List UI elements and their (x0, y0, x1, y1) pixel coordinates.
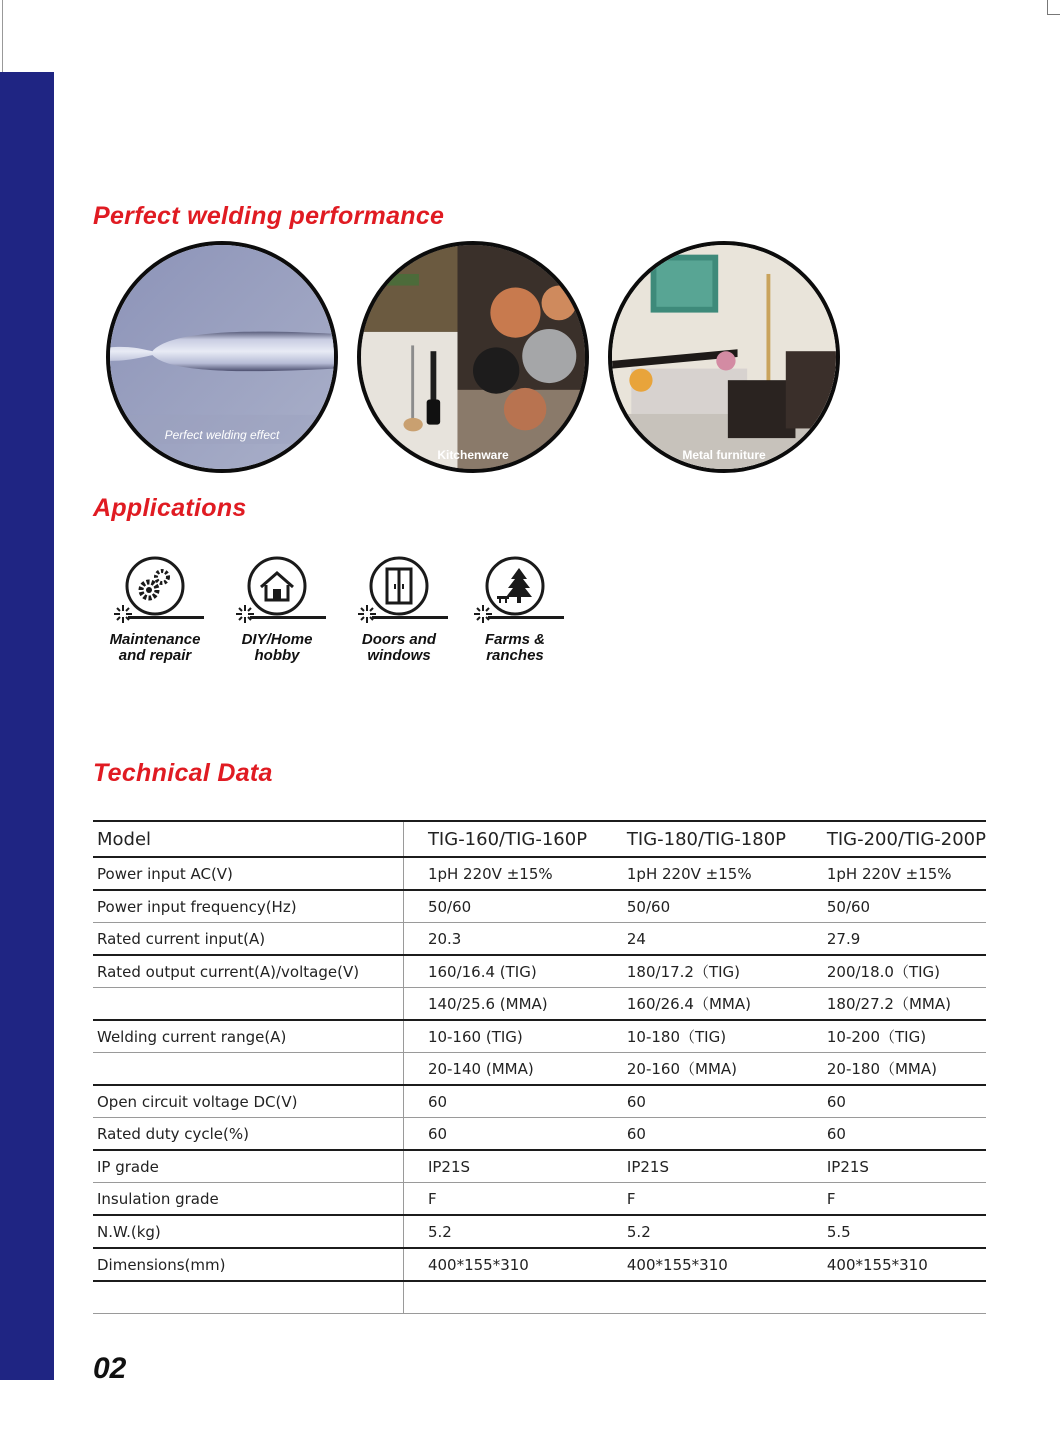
application-label: Farms & ranches (484, 631, 546, 664)
door-icon (369, 556, 429, 616)
table-cell: 10-200（TIG) (823, 1020, 986, 1053)
table-cell: 60 (823, 1085, 986, 1118)
table-cell: 20-140 (MMA) (403, 1053, 622, 1086)
table-cell: 1pH 220V ±15% (623, 857, 823, 890)
table-cell: Welding current range(A) (93, 1020, 403, 1053)
table-header-cell: TIG-200/TIG-200P (823, 821, 986, 857)
technical-data-heading: Technical Data (93, 759, 273, 787)
table-cell: 60 (403, 1118, 622, 1151)
table-row (93, 857, 986, 890)
table-cell: 1pH 220V ±15% (823, 857, 986, 890)
table-header-cell: TIG-160/TIG-160P (403, 821, 622, 857)
photo-caption: Kitchenware (437, 448, 509, 462)
table-cell: 10-160 (TIG) (403, 1020, 622, 1053)
table-cell: 20-180（MMA) (823, 1053, 986, 1086)
technical-data-table (93, 820, 986, 1314)
metal-furniture-photo (608, 241, 840, 473)
table-cell (93, 1053, 403, 1086)
table-header-cell: Model (93, 821, 403, 857)
table-cell: 10-180（TIG) (623, 1020, 823, 1053)
table-cell: 5.2 (623, 1215, 823, 1248)
table-row (93, 955, 986, 988)
table-cell: 400*155*310 (623, 1248, 823, 1281)
blue-sidebar-band (0, 72, 54, 1380)
icon-underline (128, 616, 204, 619)
table-cell: Rated output current(A)/voltage(V) (93, 955, 403, 988)
table-cell: F (403, 1183, 622, 1216)
table-cell: 140/25.6 (MMA) (403, 988, 622, 1021)
table-cell: 180/17.2（TIG) (623, 955, 823, 988)
table-row (93, 1053, 986, 1086)
table-cell: 50/60 (623, 890, 823, 923)
table-cell: 60 (403, 1085, 622, 1118)
furniture-image (612, 245, 836, 469)
kitchenware-image (361, 245, 585, 469)
applications-heading: Applications (93, 494, 247, 522)
table-empty-row (93, 1281, 986, 1314)
application-label: Maintenance and repair (109, 631, 201, 664)
table-header-cell: TIG-180/TIG-180P (623, 821, 823, 857)
crop-mark (1047, 14, 1060, 15)
table-cell: 27.9 (823, 923, 986, 956)
table-cell: F (623, 1183, 823, 1216)
application-label: Doors and windows (361, 631, 437, 664)
table-cell: 5.5 (823, 1215, 986, 1248)
page-edge-line (2, 0, 3, 72)
table-cell: Rated duty cycle(%) (93, 1118, 403, 1151)
photo-caption: Perfect welding effect (164, 428, 280, 442)
table-cell: IP21S (823, 1150, 986, 1183)
house-icon (247, 556, 307, 616)
table-cell: 200/18.0（TIG) (823, 955, 986, 988)
table-cell: 5.2 (403, 1215, 622, 1248)
table-row (93, 1020, 986, 1053)
table-cell: 20.3 (403, 923, 622, 956)
table-cell: 60 (823, 1118, 986, 1151)
table-cell: IP21S (403, 1150, 622, 1183)
table-header-row (93, 821, 986, 857)
table-cell: IP grade (93, 1150, 403, 1183)
table-row (93, 890, 986, 923)
table-cell: 20-160（MMA) (623, 1053, 823, 1086)
icon-underline (250, 616, 326, 619)
table-row (93, 1183, 986, 1216)
table-row (93, 1215, 986, 1248)
table-row (93, 1118, 986, 1151)
table-cell: 50/60 (823, 890, 986, 923)
table-cell: F (823, 1183, 986, 1216)
icon-underline (372, 616, 448, 619)
table-cell: Insulation grade (93, 1183, 403, 1216)
gears-icon (125, 556, 185, 616)
table-row (93, 923, 986, 956)
icon-underline (488, 616, 564, 619)
table-row (93, 1150, 986, 1183)
table-row (93, 988, 986, 1021)
spark-icon (114, 605, 132, 623)
table-cell: 1pH 220V ±15% (403, 857, 622, 890)
table-cell: IP21S (623, 1150, 823, 1183)
table-cell: Power input AC(V) (93, 857, 403, 890)
table-cell: Open circuit voltage DC(V) (93, 1085, 403, 1118)
table-cell: 400*155*310 (823, 1248, 986, 1281)
table-cell: Rated current input(A) (93, 923, 403, 956)
table-cell: 160/26.4（MMA) (623, 988, 823, 1021)
table-cell (93, 988, 403, 1021)
table-cell: N.W.(kg) (93, 1215, 403, 1248)
table-cell: 60 (623, 1085, 823, 1118)
table-cell: Dimensions(mm) (93, 1248, 403, 1281)
table-cell: 24 (623, 923, 823, 956)
kitchenware-photo (357, 241, 589, 473)
table-cell: Power input frequency(Hz) (93, 890, 403, 923)
table-row (93, 1248, 986, 1281)
crop-mark (1047, 0, 1048, 14)
table-cell: 50/60 (403, 890, 622, 923)
table-cell: 180/27.2（MMA) (823, 988, 986, 1021)
spark-icon (236, 605, 254, 623)
weld-effect-photo (106, 241, 338, 473)
tree-icon (485, 556, 545, 616)
table-cell: 160/16.4 (TIG) (403, 955, 622, 988)
page-number: 02 (93, 1352, 127, 1385)
performance-heading: Perfect welding performance (93, 202, 445, 230)
spark-icon (358, 605, 376, 623)
table-cell: 400*155*310 (403, 1248, 622, 1281)
application-label: DIY/Home hobby (241, 631, 313, 664)
photo-caption: Metal furniture (682, 448, 766, 462)
spark-icon (474, 605, 492, 623)
table-row (93, 1085, 986, 1118)
table-cell: 60 (623, 1118, 823, 1151)
